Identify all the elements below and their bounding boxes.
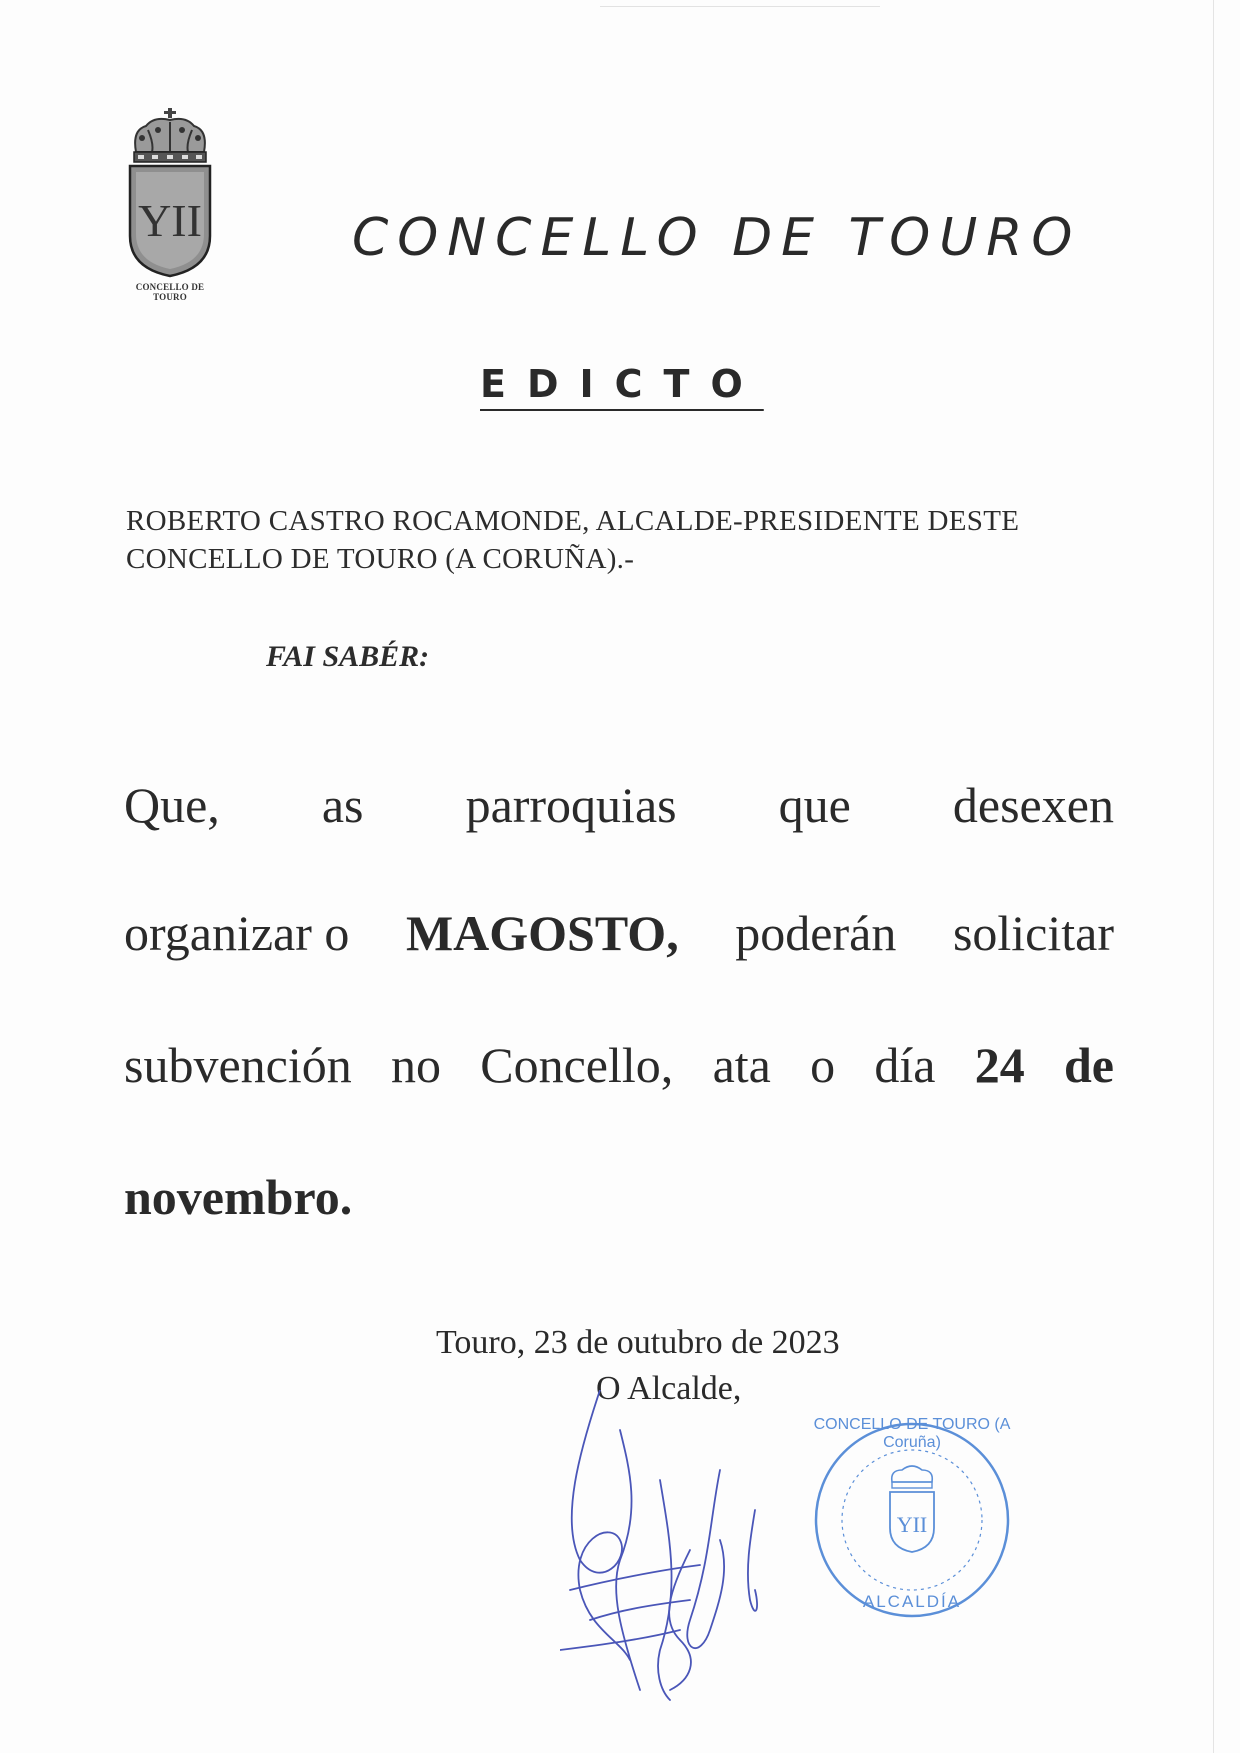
body-word: as	[321, 777, 364, 833]
magosto-highlight: MAGOSTO,	[405, 905, 679, 961]
preamble-line-1: ROBERTO CASTRO ROCAMONDE, ALCALDE-PRESIDENTE DESTE	[126, 505, 1020, 537]
crest-shield-text: YII	[138, 195, 202, 246]
crest-caption: CONCELLO DE TOURO	[135, 282, 205, 302]
preamble	[126, 502, 1120, 578]
body-word: Que,	[124, 777, 220, 833]
document-title: EDICTO	[480, 362, 764, 406]
body-word: solicitar	[952, 905, 1114, 961]
deadline-day: 24	[974, 1037, 1025, 1093]
body-word: poderán	[735, 905, 897, 961]
handwritten-signature	[560, 1390, 810, 1710]
body-line-2	[124, 904, 1114, 962]
coat-of-arms-icon	[124, 108, 216, 280]
body-word: día	[874, 1037, 936, 1093]
signer-title: O Alcalde,	[596, 1370, 742, 1407]
body-word: desexen	[952, 777, 1114, 833]
announcement-label: FAI SABÉR:	[266, 640, 430, 673]
body-word: parroquias	[465, 777, 677, 833]
scan-top-line	[600, 6, 880, 7]
body-word: ata	[712, 1037, 771, 1093]
body-phrase: organizar o	[124, 905, 350, 961]
body-word: no	[391, 1037, 441, 1093]
body-word: subvención	[124, 1037, 352, 1093]
stamp-shield-text: YII	[896, 1512, 928, 1537]
place-date: Touro, 23 de outubro de 2023	[436, 1324, 840, 1361]
stamp-bottom-text: ALCALDÍA	[862, 1592, 962, 1611]
body-word: Concello,	[480, 1037, 674, 1093]
official-stamp	[808, 1416, 1016, 1624]
scan-edge-line	[1213, 0, 1214, 1753]
deadline-month: novembro.	[124, 1169, 353, 1225]
deadline-preposition: de	[1064, 1037, 1114, 1093]
body-line-3	[124, 1036, 1114, 1094]
stamp-top-text: CONCELLO DE TOURO (A Coruña)	[813, 1416, 1011, 1451]
preamble-line-2: CONCELLO DE TOURO (A CORUÑA).-	[126, 543, 635, 575]
coat-of-arms	[124, 108, 216, 302]
body-word: que	[778, 777, 851, 833]
council-heading: CONCELLO DE TOURO	[352, 208, 1082, 268]
body-line-4	[124, 1168, 1114, 1226]
body-word: o	[810, 1037, 836, 1093]
body-line-1	[124, 776, 1114, 834]
